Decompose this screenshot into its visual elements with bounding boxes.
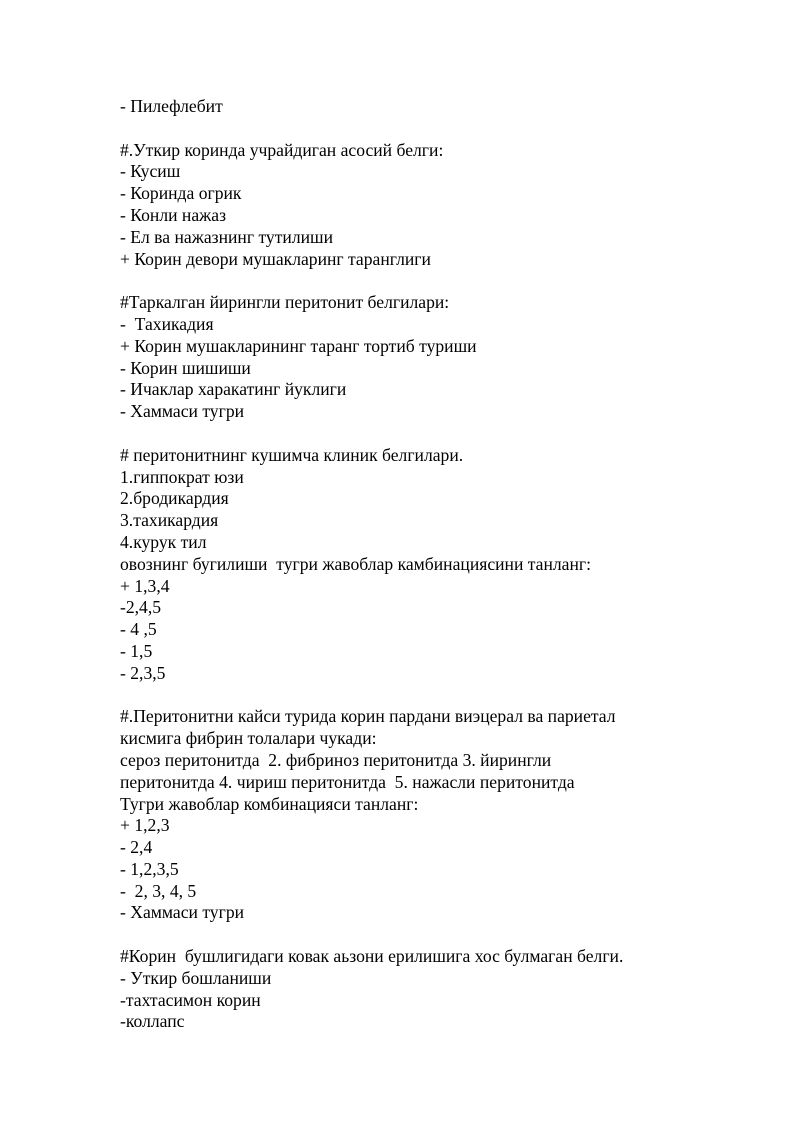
question-prompt: Тугри жавоблар комбинацияси танланг: [120,793,419,814]
answer-line: - Пилефлебит [120,96,223,116]
correct-answer-line: + 1,2,3 [120,815,170,836]
option-line: 2.бродикардия [120,488,229,509]
answer-line: - Конли нажаз [120,204,227,225]
answer-line: - 2,3,5 [120,662,166,683]
question-heading: # перитонитнинг кушимча клиник белгилари. [120,444,464,465]
correct-answer-line: + Корин девори мушакларинг таранглиги [120,248,431,269]
document-page [120,96,680,1033]
answer-line: - Тахикадия [120,313,214,334]
blank-line [120,685,680,707]
answer-line: - 2,4 [120,837,153,858]
answer-line: - Коринда огрик [120,183,242,204]
answer-line: - 2, 3, 4, 5 [120,880,197,901]
question-heading: #.Перитонитни кайси турида корин пардани виэцерал ва париетал [120,706,616,727]
answer-line: - Хаммаси тугри [120,401,245,422]
question-heading: кисмига фибрин толалари чукади: [120,728,377,749]
answer-line: - Корин шишиши [120,357,251,378]
question-heading: #.Уткир коринда учрайдиган асосий белги: [120,139,444,160]
answer-line: - Уткир бошланиши [120,967,272,988]
option-line: 3.тахикардия [120,510,219,531]
option-line: 1.гиппократ юзи [120,466,244,487]
question-heading: #Таркалган йирингли перитонит белгилари: [120,292,450,313]
answer-line: - 4 ,5 [120,619,157,640]
blank-line [120,924,680,946]
correct-answer-line: + Корин мушакларининг таранг тортиб туриши [120,335,477,356]
answer-line: - Ичаклар харакатинг йуклиги [120,379,347,400]
question-prompt: овознинг бугилиши тугри жавоблар камбинациясини танланг: [120,553,592,574]
answer-line: -коллапс [120,1011,185,1032]
correct-answer-line: + 1,3,4 [120,575,170,596]
answer-line: - Хаммаси тугри [120,902,245,923]
answer-line: - Ел ва нажазнинг тутилиши [120,226,333,247]
option-line: перитонитда 4. чириш перитонитда 5. нажасли перитонитда [120,771,575,792]
answer-line: -2,4,5 [120,597,162,618]
blank-line [120,423,680,445]
answer-line: - 1,2,3,5 [120,858,179,879]
blank-line [120,270,680,292]
option-line: 4.курук тил [120,531,207,552]
answer-line: - Кусиш [120,161,181,182]
question-heading: #Корин бушлигидаги ковак аьзони ерилишига хос булмаган белги. [120,946,624,967]
answer-line: -тахтасимон корин [120,989,261,1010]
answer-line: - 1,5 [120,640,153,661]
blank-line [120,118,680,140]
option-line: сероз перитонитда 2. фибриноз перитонитда 3. йирингли [120,749,552,770]
